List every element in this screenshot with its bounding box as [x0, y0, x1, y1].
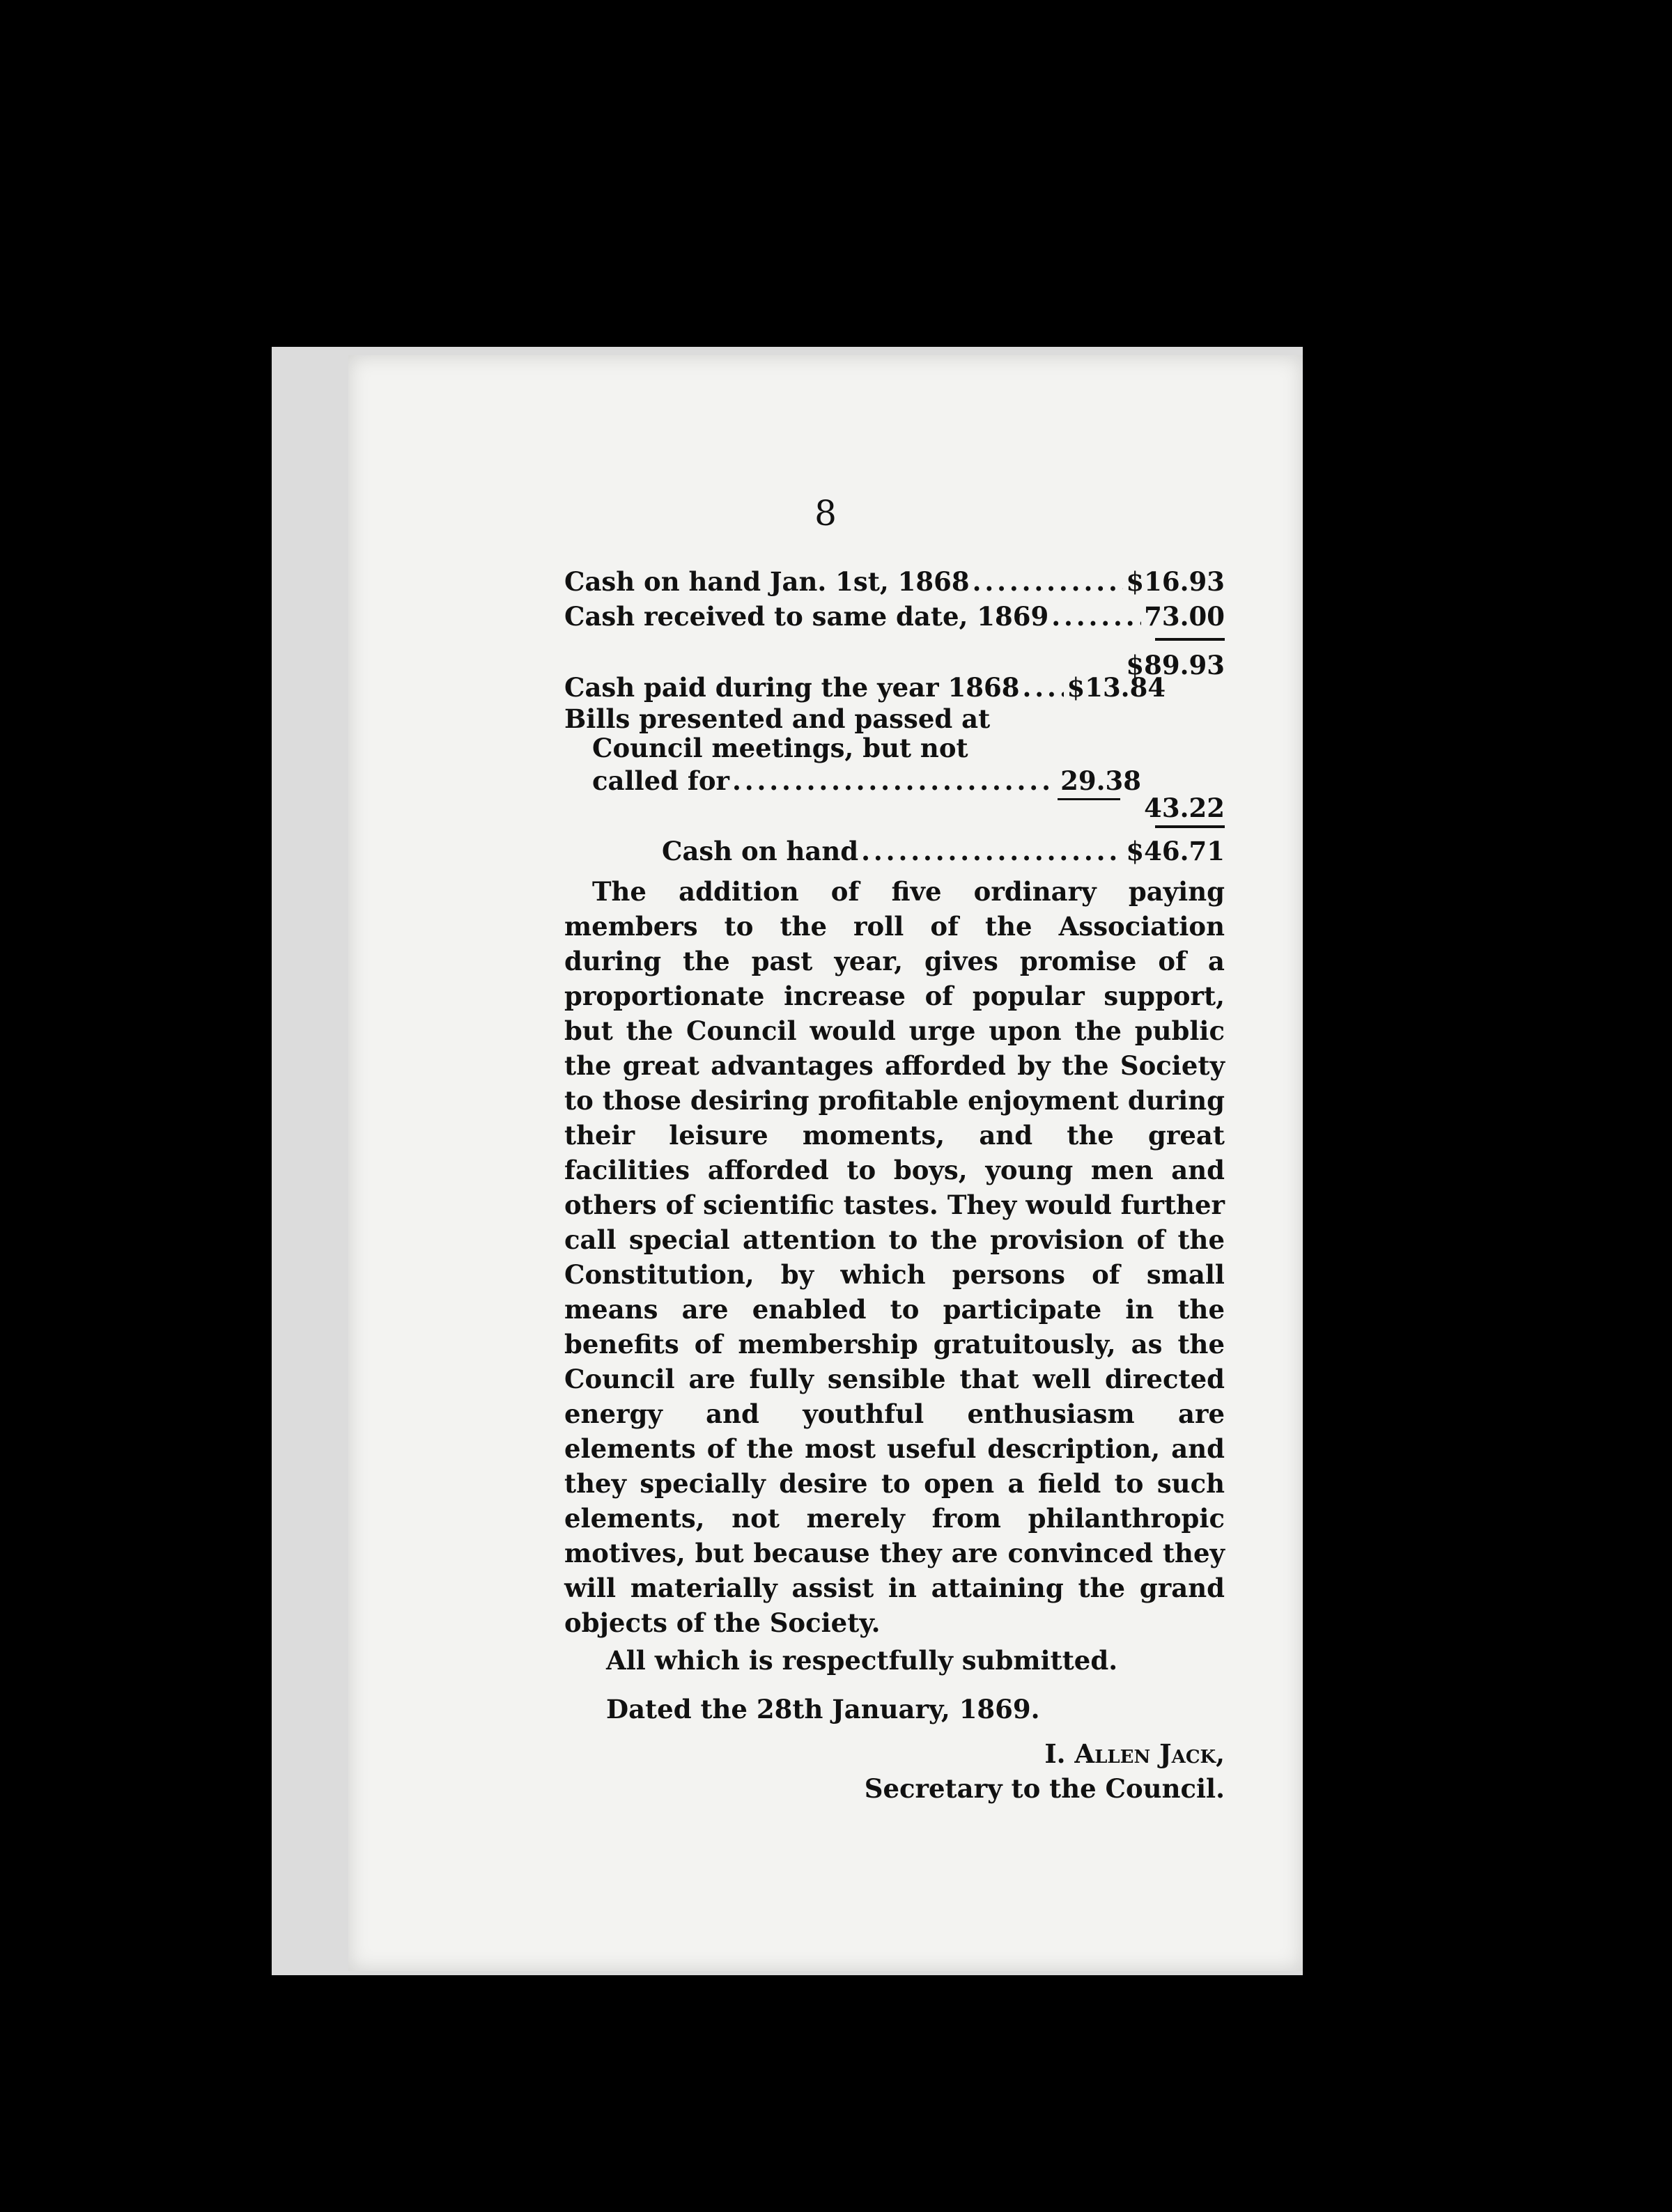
- page-number: 8: [814, 493, 837, 533]
- ledger-row-cash-on-hand-start: [564, 564, 1225, 599]
- ledger-row-balance: [564, 834, 1225, 869]
- leader-dots: [973, 564, 1124, 599]
- ledger-label: Cash paid during the year 1868: [564, 672, 1020, 703]
- leader-dots: [1022, 670, 1064, 705]
- ledger-label: Cash on hand Jan. 1st, 1868: [564, 566, 970, 597]
- page-content: [564, 564, 1225, 1806]
- leader-dots: [861, 834, 1123, 869]
- ledger-amount: $13.84: [1067, 672, 1166, 703]
- ledger-row-bills-called-for: [564, 763, 1225, 798]
- ledger-amount: $16.93: [1126, 566, 1225, 597]
- ledger-subtotal: $89.93: [1126, 650, 1225, 680]
- document-page: [348, 355, 1303, 1971]
- leader-dots: [732, 763, 1055, 798]
- ledger-bills-line-1: Bills presented and passed at: [564, 703, 991, 734]
- ledger-label: Cash on hand: [662, 836, 859, 866]
- ledger-row-cash-paid: [564, 670, 1225, 705]
- sum-rule: [1155, 638, 1225, 641]
- ledger-amount: $46.71: [1126, 836, 1225, 866]
- dated-line: Dated the 28th January, 1869.: [606, 1694, 1040, 1724]
- ledger-row-cash-received: [564, 599, 1225, 634]
- ledger-label: called for: [592, 765, 729, 796]
- ledger-amount: 73.00: [1144, 601, 1225, 632]
- closing-line: All which is respectfully submitted.: [606, 1645, 1118, 1676]
- ledger-amount: 29.38: [1060, 765, 1141, 796]
- balance-rule: [1155, 825, 1225, 828]
- leader-dots: [1051, 599, 1141, 634]
- signature-name: I. Allen Jack,: [1044, 1738, 1225, 1769]
- ledger-label: Cash received to same date, 1869: [564, 601, 1049, 632]
- ledger-bills-line-2: Council meetings, but not: [592, 733, 968, 763]
- signature-title: Secretary to the Council.: [864, 1773, 1225, 1804]
- ledger-deductions-total: 43.22: [1144, 793, 1225, 823]
- signature-block: [564, 1736, 1225, 1806]
- body-paragraph: The addition of five ordinary paying members to the roll of the Association during the past year, gives promise of a proportionate increase of popular support, but the Council would urge upon the public the great advantages afforded by the Society to those desiring profitable enjoyment during their leisure moments, and the great facilities afforded to boys, young men and others of scientific tastes. They would further call special attention to the provision of the Constitution, by which persons of small means are enabled to participate in the benefits of membership gratuitously, as the Council are fully sensible that well directed energy and youthful enthusiasm are elements of the most useful description, and they specially desire to open a field to such elements, not merely from philanthropic motives, but because they are convinced they will materially assist in attaining the grand objects of the Society.: [564, 876, 1225, 1638]
